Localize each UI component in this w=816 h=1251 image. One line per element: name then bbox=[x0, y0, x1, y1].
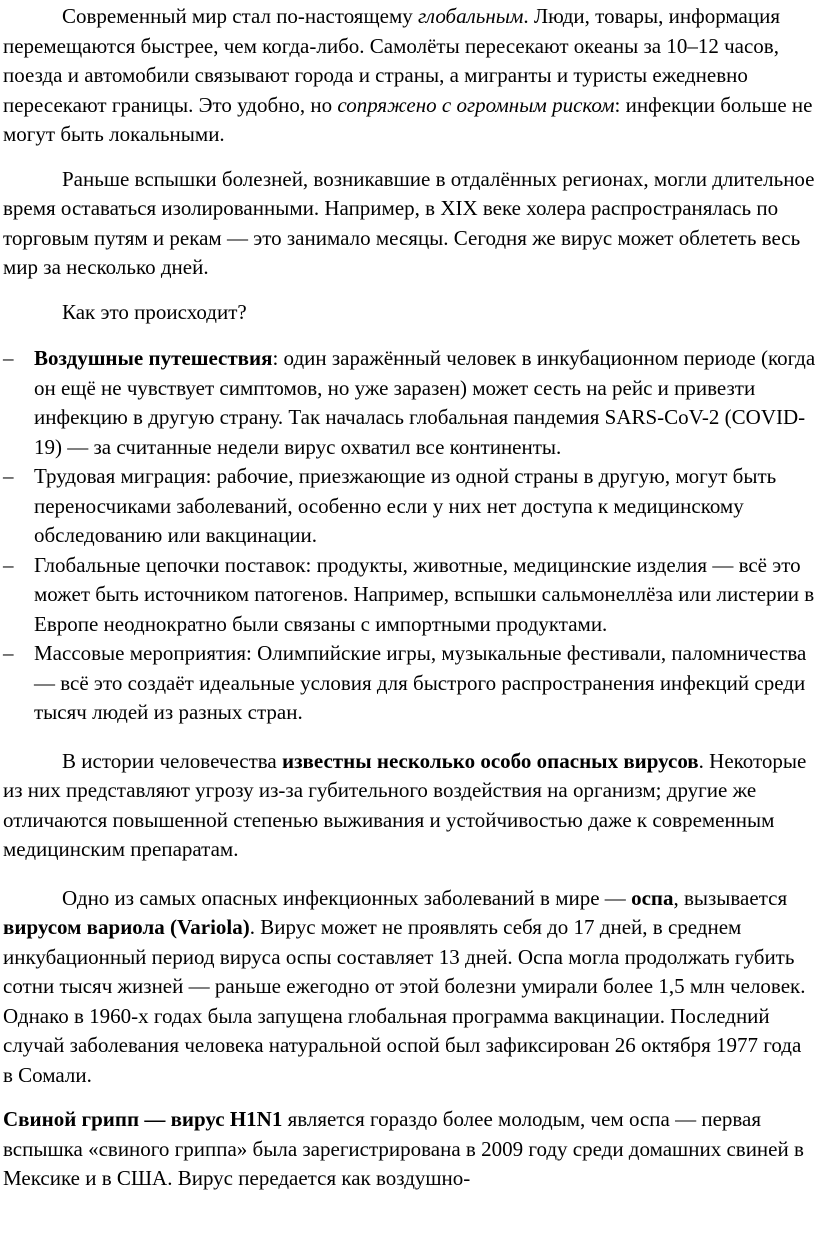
document-page bbox=[3, 2, 816, 1194]
text-run: Одно из самых опасных инфекционных заболеваний в мире — bbox=[62, 885, 632, 910]
text-run: . Люди, товары, информация перемещаются быстрее, чем когда-либо. Самолёты пересекают океаны за 10–12 часов, поезда и автомобили связывают города и страны, а мигранты и туристы ежедневно пересекают границы. Это удобно, но bbox=[3, 4, 780, 117]
list-item bbox=[3, 551, 816, 640]
text-run: является гораздо более молодым, чем оспа — первая вспышка «свиного гриппа» была зарегистрирована в 2009 году среди домашних свиней в Мексике и в США. Вирус передается как воздушно- bbox=[3, 1107, 804, 1190]
list-item bbox=[3, 462, 816, 551]
italic-term-global: глобальным bbox=[418, 4, 524, 28]
text-run: . Некоторые из них представляют угрозу из-за губительного воздействия на организм; другие же отличаются повышенной степенью выживания и устойчивостью даже к современным медицинским препаратам. bbox=[3, 748, 807, 861]
list-dash: – bbox=[3, 641, 14, 665]
paragraph-swine-flu bbox=[3, 1105, 816, 1194]
paragraph-history: Раньше вспышки болезней, возникавшие в отдалённых регионах, могли длительное время оставаться изолированными. Например, в XIX веке холера распространялась по торговым путям и рекам — это занимало месяцы. Сегодня же вирус может облететь весь мир за несколько дней. bbox=[3, 166, 815, 279]
paragraph-intro bbox=[3, 2, 816, 150]
list-item bbox=[3, 344, 816, 462]
bold-smallpox: оспа bbox=[631, 885, 674, 910]
paragraph-question: Как это происходит? bbox=[62, 299, 247, 324]
list-item-text: Трудовая миграция: рабочие, приезжающие из одной страны в другую, могут быть переносчиками заболеваний, особенно если у них нет доступа к медицинскому обследованию или вакцинации. bbox=[34, 464, 777, 547]
text-run: В истории человечества bbox=[62, 748, 283, 773]
spread-factors-list bbox=[3, 344, 816, 728]
text-run: . Вирус может не проявлять себя до 17 дней, в среднем инкубационный период вируса оспы составляет 13 дней. Оспа могла продолжать губить сотни тысяч жизней — раньше ежегодно от этой болезни умирали более 1,5 млн человек. Однако в 1960-х годах была запущена глобальная программа вакцинации. Последний случай заболевания человека натуральной оспой был зафиксирован 26 октября 1977 года в Сомали. bbox=[3, 915, 806, 1087]
list-dash: – bbox=[3, 552, 14, 577]
bold-variola-virus: вирусом вариола (Variola) bbox=[3, 915, 250, 939]
text-run: , вызывается bbox=[673, 885, 788, 910]
paragraph-smallpox bbox=[3, 884, 816, 1091]
list-item-bold-term: Воздушные путешествия bbox=[34, 346, 273, 370]
text-run: : инфекции больше не могут быть локальными. bbox=[3, 92, 813, 146]
paragraph-dangerous-viruses bbox=[3, 747, 816, 865]
list-item-text: Глобальные цепочки поставок: продукты, животные, медицинские изделия — всё это может быть источником патогенов. Например, вспышки сальмонеллёза или листерии в Европе неоднократно были связаны с импортными продуктами. bbox=[34, 552, 815, 636]
bold-swine-flu: Свиной грипп — вирус H1N1 bbox=[3, 1107, 283, 1131]
italic-term-risk: сопряжено с огромным риском bbox=[337, 92, 615, 117]
list-dash: – bbox=[3, 464, 14, 488]
list-item-text: : один заражённый человек в инкубационном периоде (когда он ещё не чувствует симптомов, но уже заразен) может сесть на рейс и привезти инфекцию в другую страну. Так началась глобальная пандемия SARS-CoV-2 (COVID-19) — за считанные недели вирус охватил все континенты. bbox=[34, 346, 816, 459]
text-run: Современный мир стал по-настоящему bbox=[62, 4, 418, 28]
list-item bbox=[3, 639, 816, 728]
bold-dangerous-viruses: известны несколько особо опасных вирусов bbox=[282, 748, 699, 773]
list-item-text: Массовые мероприятия: Олимпийские игры, музыкальные фестивали, паломничества — всё это создаёт идеальные условия для быстрого распространения инфекций среди тысяч людей из разных стран. bbox=[34, 641, 807, 724]
list-dash: – bbox=[3, 346, 14, 370]
